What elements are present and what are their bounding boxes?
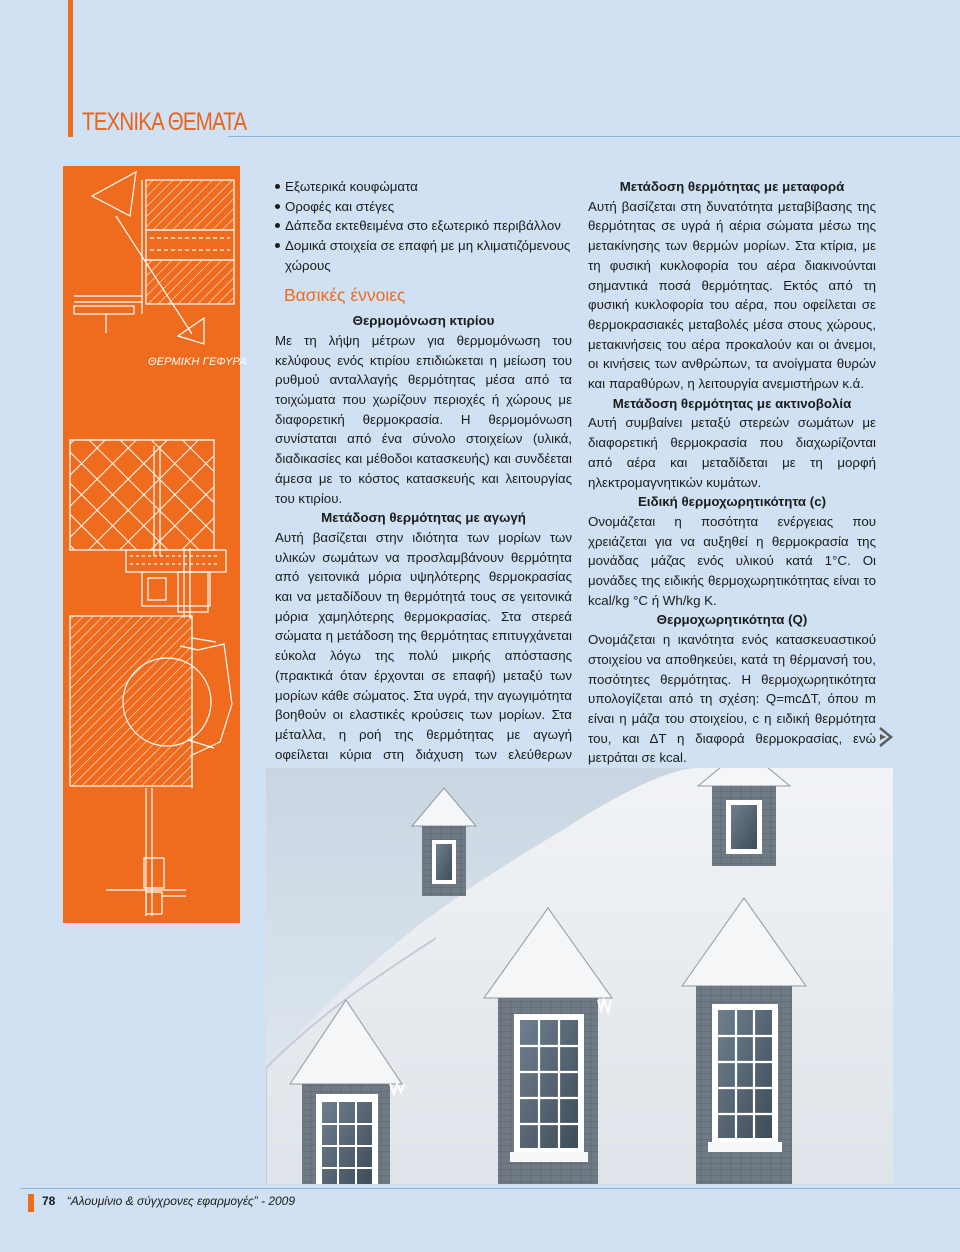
bullet-list bbox=[275, 177, 572, 276]
thermal-bridge-drawing bbox=[66, 168, 247, 920]
section-subheading: Βασικές έννοιες bbox=[284, 284, 406, 305]
dormer-windows-photo bbox=[266, 768, 893, 1184]
heading-heat-capacity: Θερμοχωρητικότητα (Q) bbox=[656, 612, 808, 628]
footer-accent-mark bbox=[28, 1194, 34, 1212]
page-number: 78 bbox=[42, 1194, 56, 1208]
section-title: ΤΕΧΝΙΚΑ ΘΕΜΑΤΑ bbox=[82, 108, 247, 136]
paragraph-radiation: Αυτή συμβαίνει μεταξύ στερεών σωμάτων με διαφορετική θερμοκρασία που διαχωρίζονται από αέρα και μεταδίδεται με τη μορφή ηλεκτρομαγνητικών κυμάτων. bbox=[588, 415, 876, 490]
paragraph-insulation: Με τη λήψη μέτρων για θερμομόνωση του κελύφους ενός κτιρίου επιδιώκεται η μείωση του ρυθμού ανταλλαγής θερμότητας μέσα από τα τοιχώματα που χωρίζουν περιοχές ή χώρους με διαφορετική θερμοκρασία. Η θερμομόνωση συνίσταται από ένα σύνολο στοιχείων (υλικά, διαδικασίες και μέθοδοι κατασκευής) και συνδέεται άμεσα με το κόστος κατασκευής και λειτουργίας του κτιρίου. bbox=[275, 332, 572, 506]
paragraph-heat-capacity: Ονομάζεται η ικανότητα ενός κατασκευαστικού στοιχείου να αποθηκεύει, κατά τη θέρμανσή του, ποσότητες θερμότητας. Η θερμοχωρητικότητα υπολογίζεται από τη σχέση: Q=mcΔT, όπου m είναι η μάζα του στοιχείου, c η ειδική θερμότητα του, και ΔT η διαφορά θερμοκρασίας, ενώ μετράται σε kcal. bbox=[588, 632, 876, 766]
left-column bbox=[275, 177, 572, 784]
footer-rule bbox=[20, 1188, 960, 1189]
bullet-item: Εξωτερικά κουφώματα bbox=[275, 177, 572, 197]
bullet-item: Οροφές και στέγες bbox=[275, 197, 572, 217]
heading-specific-heat: Ειδική θερμοχωρητικότητα (c) bbox=[637, 494, 827, 510]
publication-title: “Αλουμίνιο & σύγχρονες εφαρμογές” - 2009 bbox=[66, 1194, 296, 1208]
title-rule bbox=[228, 136, 960, 137]
footer bbox=[42, 1194, 295, 1208]
next-page-arrow-icon bbox=[878, 726, 894, 748]
heading-convection: Μετάδοση θερμότητας με μεταφορά bbox=[619, 179, 845, 194]
right-column bbox=[588, 177, 876, 768]
heading-conduction: Μετάδοση θερμότητας με αγωγή bbox=[321, 510, 526, 526]
paragraph-specific-heat: Ονομάζεται η ποσότητα ενέργειας που χρειάζεται για να αυξηθεί η θερμοκρασία της μονάδας μάζας ενός υλικού κατά 1°C. Οι μονάδες της ειδικής θερμοχωρητικότητας είναι το kcal/kg °C ή Wh/kg K. bbox=[588, 513, 876, 608]
paragraph-convection: Αυτή βασίζεται στη δυνατότητα μεταβίβασης της θερμότητας σε υγρά ή αέρια σώματα μέσω της μετακίνησης των θερμών μορίων. Στα κτίρια, με τη φυσική κυκλοφορία του αέρα διακινούνται σημαντικά ποσά θερμότητας. Εκτός από τη φυσική κυκλοφορία του αέρα, που οφείλεται σε θερμοκρασιακές μεταβολές μέσα στους χώρους, μετακινήσεις του αέρα προκαλούν και οι άνεμοι, οι κινήσεις των ανθρώπων, τα ανοίγματα θυρών και παραθύρων, η λειτουργία ανεμιστήρων κ.ά. bbox=[588, 198, 876, 392]
bullet-item: Δάπεδα εκτεθειμένα στο εξωτερικό περιβάλλον bbox=[275, 216, 572, 236]
paragraph-conduction: Αυτή βασίζεται στην ιδιότητα των μορίων των υλικών σωμάτων να προσλαμβάνουν θερμότητα από γειτονικά μόρια υψηλότερης θερμοκρασίας και να μεταδίδουν τη θερμότητά τους σε γειτονικά μόρια χαμηλότερης θερμοκρασίας. Στα στερεά σώματα η μετάδοση της θερμότητας επιτυγχάνεται εύκολα λόγω της πολύ μικρής απόστασης (πρακτικά όταν έρχονται σε επαφή) μεταξύ των μορίων κάθε σώματος. Στα υγρά, την αγωγιμότητα βοηθούν οι ελαστικές κρούσεις των μορίων. Στα μέταλλα, η ροή της θερμότητας με αγωγή οφείλεται κύρια στη διάχυση των ελεύθερων bbox=[275, 529, 572, 762]
heading-radiation: Μετάδοση θερμότητας με ακτινοβολία bbox=[612, 395, 852, 411]
heading-insulation: Θερμομόνωση κτιρίου bbox=[352, 313, 495, 329]
figure-caption: ΘΕΡΜΙΚΗ ΓΕΦΥΡΑ bbox=[148, 356, 247, 368]
header-accent-bar bbox=[68, 0, 73, 137]
bullet-item: Δομικά στοιχεία σε επαφή με μη κλιματιζόμενους χώρους bbox=[275, 236, 572, 275]
